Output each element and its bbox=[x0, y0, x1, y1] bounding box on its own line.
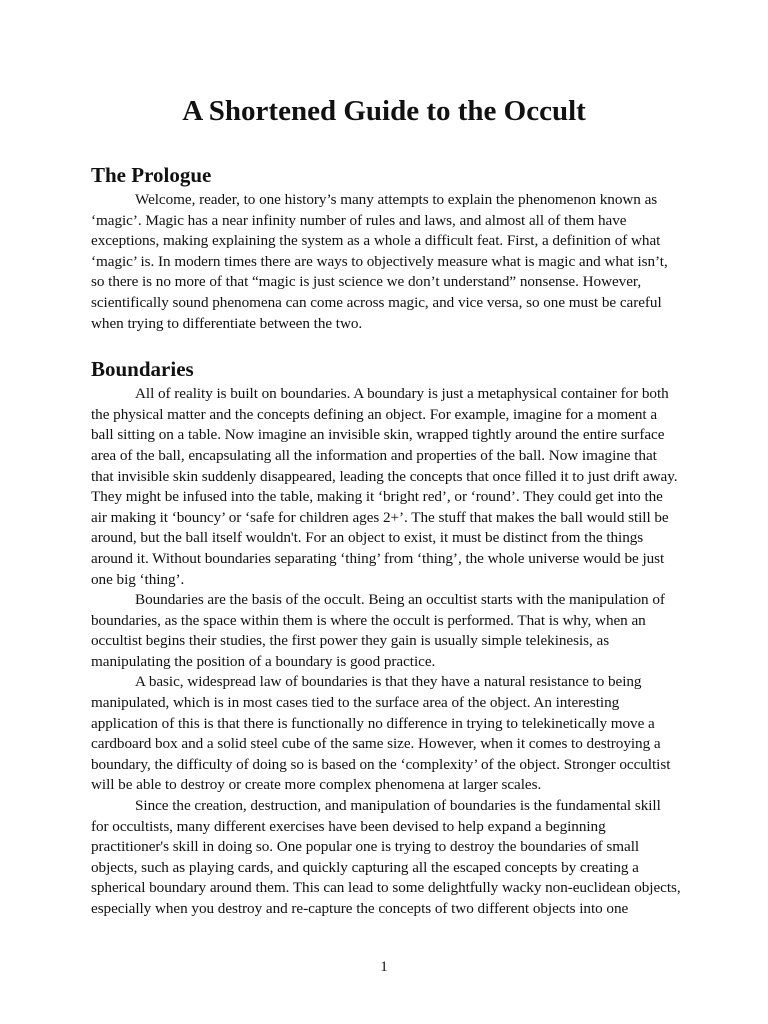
section-heading: The Prologue bbox=[91, 163, 212, 187]
paragraph: A basic, widespread law of boundaries is that they have a natural resistance to being manipulated, which is in most cases tied to the surface area of the object. An interesting application of this is that there is functionally no difference in trying to telekinetically move a cardboard box and a solid steel cube of the same size. However, when it comes to destroying a boundary, the difficulty of doing so is based on the ‘complexity’ of the object. Stronger occultist will be able to destroy or create more complex phenomena at larger scales. bbox=[91, 673, 671, 794]
paragraph: All of reality is built on boundaries. A boundary is just a metaphysical container for both the physical matter and the concepts defining an object. For example, imagine for a moment a ball sitting on a table. Now imagine an invisible skin, wrapped tightly around the entire surface area of the ball, encapsulating all the information and properties of the ball. Now imagine that that invisible skin suddenly disappeared, leading the concepts that once filled it to just drift away. They might be infused into the table, making it ‘bright red’, or ‘round’. They could get into the air making it ‘bouncy’ or ‘safe for children ages 2+’. The stuff that makes the ball would still be around, but the ball itself wouldn't. For an object to exist, it must be distinct from the things around it. Without boundaries separating ‘thing’ from ‘thing’, the whole universe would be just one big ‘thing’. bbox=[91, 385, 678, 588]
paragraph: Boundaries are the basis of the occult. Being an occultist starts with the manipulation of boundaries, as the space within them is where the occult is performed. That is why, when an occultist begins their studies, the first power they gain is usually simple telekinesis, as manipulating the position of a boundary is good practice. bbox=[91, 591, 665, 670]
document-body bbox=[91, 160, 681, 940]
paragraph: Welcome, reader, to one history’s many attempts to explain the phenomenon known as ‘magic’. Magic has a near infinity number of rules and laws, and almost all of them have exceptions, making explaining the system as a whole a difficult feat. First, a definition of what ‘magic’ is. In modern times there are ways to objectively measure what is magic and what isn’t, so there is no more of that “magic is just science we don’t understand” nonsense. However, scientifically sound phenomena can come across magic, and vice versa, so one must be careful when trying to differentiate between the two. bbox=[91, 191, 668, 332]
section-heading: Boundaries bbox=[91, 357, 194, 382]
page-number: 1 bbox=[380, 959, 388, 975]
section-boundaries bbox=[91, 354, 681, 919]
document-title: A Shortened Guide to the Occult bbox=[182, 95, 586, 127]
paragraph: Since the creation, destruction, and manipulation of boundaries is the fundamental skill for occultists, many different exercises have been devised to help expand a beginning practitioner's skill in doing so. One popular one is trying to destroy the boundaries of small objects, such as playing cards, and quickly capturing all the escaped concepts by creating a spherical boundary around them. This can lead to some delightfully wacky non-euclidean objects, especially when you destroy and re-capture the concepts of two different objects into one bbox=[91, 797, 681, 917]
section-prologue bbox=[91, 160, 681, 334]
